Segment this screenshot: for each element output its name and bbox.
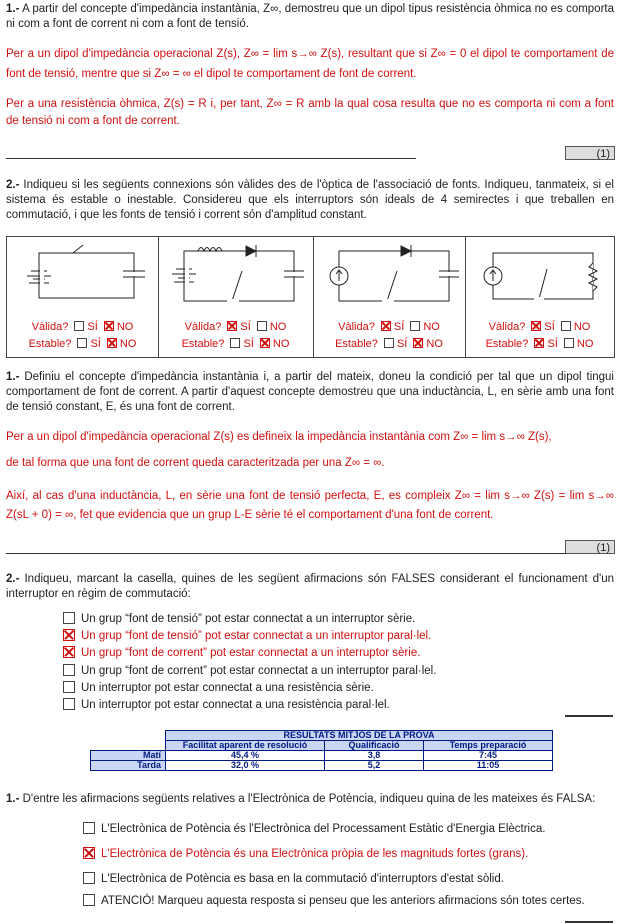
estable-answer <box>158 338 313 350</box>
si-label: SÍ <box>544 321 555 333</box>
no-checkbox[interactable] <box>564 338 574 348</box>
no-checkbox[interactable] <box>413 338 423 348</box>
question-number: 2.- <box>6 179 20 191</box>
table-cell: 5,2 <box>325 761 424 771</box>
option-row[interactable] <box>60 612 415 627</box>
si-checkbox[interactable] <box>381 321 391 331</box>
option-row[interactable] <box>80 847 528 862</box>
valida-answer <box>313 321 465 333</box>
table-header: Facilitat aparent de resolució <box>166 741 325 751</box>
si-label: SÍ <box>393 321 405 333</box>
score-box: (1) <box>565 540 615 554</box>
option-row[interactable] <box>60 664 436 679</box>
table-cell: 11:05 <box>424 761 553 771</box>
option-checkbox[interactable] <box>63 664 75 676</box>
valida-label: Vàlida? <box>184 321 222 333</box>
si-label: SÍ <box>240 321 251 333</box>
valida-answer <box>7 321 158 333</box>
si-label: SÍ <box>87 321 98 333</box>
table-header: Temps preparació <box>424 741 553 751</box>
no-label: NO <box>573 321 591 333</box>
option-row[interactable] <box>80 872 504 887</box>
circuit-cell-4 <box>465 237 614 357</box>
question-number: 1.- <box>6 793 20 805</box>
no-label: NO <box>576 338 594 350</box>
table-cell: 7:45 <box>424 751 553 761</box>
circuit-diagram-3 <box>317 241 462 311</box>
q1c-question <box>6 792 614 807</box>
option-label: ATENCIÓ! Marqueu aquesta resposta si penseu que les anteriors afirmacions són totes certes. <box>101 895 585 907</box>
option-label: Un grup “font de corrent” pot estar connectat a un interruptor paral·lel. <box>81 665 437 677</box>
table-cell: 32,0 % <box>166 761 325 771</box>
option-label: Un grup “font de tensió” pot estar connectat a un interruptor paral·lel. <box>81 630 432 642</box>
results-title: RESULTATS MITJOS DE LA PROVA <box>166 731 553 741</box>
divider <box>6 158 416 159</box>
row-label: Matí <box>91 751 166 761</box>
q1a-answer2: Per a una resistència òhmica, Z(s) = R i, per tant, Z∞ = R amb la qual cosa resulta que no es comporta ni com a font de tensió ni com a font de corrent. <box>6 98 614 127</box>
table-cell: 45,4 % <box>166 751 325 761</box>
table-row <box>91 761 553 771</box>
no-label: NO <box>119 338 137 350</box>
question-text: Indiqueu si les següents connexions són vàlides des de l'òptica de l'associació de fonts. Indiqueu, tanmateix, si el sistema és estable o inestable. Considereu que els interruptors són ideals de 4 semirectes i que treballen en commutació, i que les fonts de tensió i corrent són d'amplitud constant. <box>6 179 614 221</box>
no-label: NO <box>272 338 290 350</box>
no-label: NO <box>116 321 134 333</box>
valida-label: Vàlida? <box>31 321 69 333</box>
option-label: Un interruptor pot estar connectat a una resistència sèrie. <box>81 682 374 694</box>
question-number: 1.- <box>6 3 20 15</box>
table-header: Qualificació <box>325 741 424 751</box>
option-checkbox[interactable] <box>83 847 95 859</box>
no-label: NO <box>269 321 287 333</box>
empty-cell <box>91 731 166 741</box>
valida-label: Vàlida? <box>338 321 375 333</box>
si-checkbox[interactable] <box>74 321 84 331</box>
option-row[interactable] <box>60 646 420 661</box>
option-label: L'Electrònica de Potència és una Electrònica pròpia de les magnituds fortes (grans). <box>101 848 529 860</box>
divider <box>6 553 566 554</box>
option-row[interactable] <box>60 698 390 713</box>
divider <box>565 715 613 717</box>
no-checkbox[interactable] <box>260 338 270 348</box>
results-table <box>90 730 553 771</box>
valida-label: Vàlida? <box>488 321 526 333</box>
estable-answer <box>465 338 614 350</box>
option-checkbox[interactable] <box>63 612 75 624</box>
no-checkbox[interactable] <box>257 321 267 331</box>
option-checkbox[interactable] <box>63 646 75 658</box>
question-number: 2.- <box>6 573 20 585</box>
si-checkbox[interactable] <box>230 338 240 348</box>
circuit-cell-3 <box>313 237 466 357</box>
q1b-answer1: Per a un dipol d'impedància operacional Z(s) es defineix la impedància instantània com Z∞ = lim s→∞ Z(s), <box>6 431 552 443</box>
question-text: D'entre les afirmacions següents relatives a l'Electrònica de Potència, indiqueu quina de les mateixes és FALSA: <box>22 793 596 805</box>
no-checkbox[interactable] <box>104 321 114 331</box>
q2a-question <box>6 178 614 223</box>
valida-answer <box>158 321 313 333</box>
option-checkbox[interactable] <box>83 822 95 834</box>
si-checkbox[interactable] <box>384 338 394 348</box>
circuit-diagram-1 <box>11 241 151 311</box>
circuit-diagram-4 <box>469 241 609 311</box>
estable-answer <box>7 338 158 350</box>
no-checkbox[interactable] <box>410 321 420 331</box>
estable-label: Estable? <box>335 338 378 350</box>
q2b-question <box>6 572 614 602</box>
q1a-answer1: Per a un dipol d'impedància operacional Z(s), Z∞ = lim s→∞ Z(s), resultant que si Z∞ = 0 el dipol te comportament de font de tensió, mentre que si Z∞ = ∞ el dipol te comportament de font de corrent. <box>6 48 614 80</box>
estable-answer <box>313 338 465 350</box>
estable-label: Estable? <box>181 338 225 350</box>
valida-answer <box>465 321 614 333</box>
row-label: Tarda <box>91 761 166 771</box>
q1a-question <box>6 2 614 32</box>
si-label: SÍ <box>90 338 101 350</box>
divider <box>565 921 613 923</box>
si-label: SÍ <box>547 338 558 350</box>
option-row[interactable] <box>80 894 619 909</box>
si-label: SÍ <box>243 338 254 350</box>
option-checkbox[interactable] <box>63 681 75 693</box>
si-checkbox[interactable] <box>227 321 237 331</box>
si-label: SÍ <box>396 338 408 350</box>
empty-cell <box>91 741 166 751</box>
option-label: L'Electrònica de Potència es basa en la commutació d'interruptors d'estat sòlid. <box>101 873 504 885</box>
q1b-answer3: Així, al cas d'una inductància, L, en sèrie una font de tensió perfecta, E, es compleix Z∞ = lim s→∞ Z(s) = lim s→∞ Z(sL + 0) = ∞, fet que evidencia que un grup L-E sèrie té el comportament d'una font de corrent. <box>6 490 614 521</box>
estable-label: Estable? <box>28 338 72 350</box>
option-checkbox[interactable] <box>83 872 95 884</box>
question-text: A partir del concepte d'impedància instantània, Z∞, demostreu que un dipol tipus resistència òhmica no es comporta ni com a font de corrent ni com a font de tensió. <box>6 3 615 30</box>
q1b-question <box>6 370 614 415</box>
table-row <box>91 751 553 761</box>
option-label: L'Electrònica de Potència és l'Electrònica del Processament Estàtic d'Energia Elèctrica. <box>101 823 546 835</box>
no-checkbox[interactable] <box>107 338 117 348</box>
no-label: NO <box>423 321 440 333</box>
no-checkbox[interactable] <box>561 321 571 331</box>
option-label: Un grup “font de corrent” pot estar connectat a un interruptor sèrie. <box>81 647 421 659</box>
score-box: (1) <box>565 146 615 160</box>
table-cell: 3,8 <box>325 751 424 761</box>
option-row[interactable] <box>60 681 374 696</box>
si-checkbox[interactable] <box>77 338 87 348</box>
option-checkbox[interactable] <box>63 629 75 641</box>
question-number: 1.- <box>6 371 20 383</box>
q1b-answer2: de tal forma que una font de corrent queda caracteritzada per una Z∞ = ∞. <box>6 457 385 469</box>
option-checkbox[interactable] <box>83 894 95 906</box>
estable-label: Estable? <box>485 338 529 350</box>
circuit-cell-2 <box>158 237 314 357</box>
option-row[interactable] <box>80 822 545 837</box>
circuit-diagram-2 <box>162 241 307 311</box>
question-text: Indiqueu, marcant la casella, quines de les següent afirmacions són FALSES considerant el funcionament d'un interruptor en règim de commutació: <box>6 573 614 600</box>
option-checkbox[interactable] <box>63 698 75 710</box>
option-label: Un interruptor pot estar connectat a una resistència paral·lel. <box>81 699 390 711</box>
option-label: Un grup “font de tensió” pot estar connectat a un interruptor sèrie. <box>81 613 416 625</box>
option-row[interactable] <box>60 629 431 644</box>
si-checkbox[interactable] <box>534 338 544 348</box>
question-text: Definiu el concepte d'impedància instantània i, a partir del mateix, doneu la condició per tal que un dipol tingui comportament de font de corrent. A partir d'aquest concepte demostreu que una inductància, L, en sèrie amb una font de tensió constant, E, és una font de corrent. <box>6 371 614 413</box>
no-label: NO <box>426 338 443 350</box>
circuit-cell-1 <box>7 237 159 357</box>
circuit-table <box>6 236 615 358</box>
si-checkbox[interactable] <box>531 321 541 331</box>
